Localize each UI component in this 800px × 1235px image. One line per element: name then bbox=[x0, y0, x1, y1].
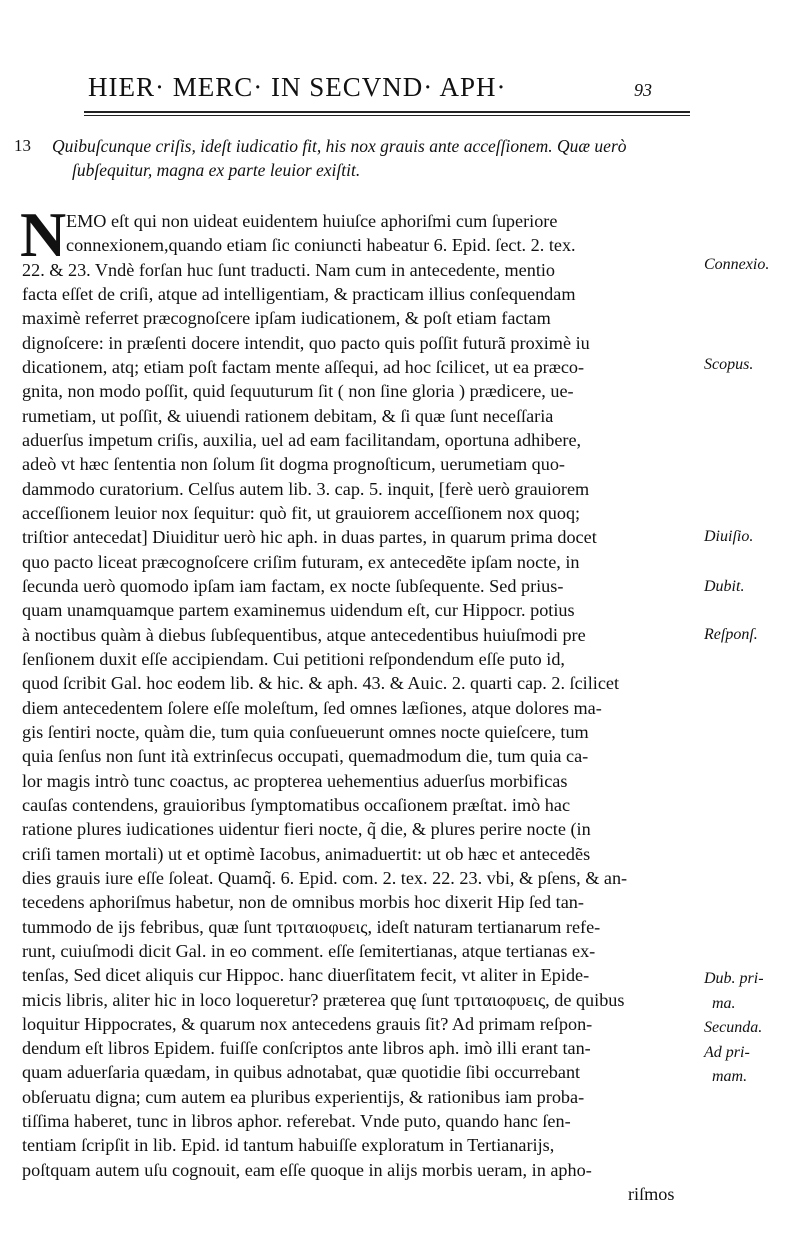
commentary-line: micis libris, aliter hic in loco loqueretur? præterea quę ſunt τριταιοφυεις, de quibus bbox=[22, 989, 625, 1010]
commentary-line: tiſſima haberet, tunc in libros aphor. referebat. Vnde puto, quando hanc ſen- bbox=[22, 1111, 571, 1132]
commentary-line: tecedens aphoriſmus habetur, non de omnibus morbis hoc dixerit Hip ſed tan- bbox=[22, 892, 584, 913]
commentary-line: poſtquam autem uſu cognouit, eam eſſe quoque in alijs morbis ueram, in apho- bbox=[22, 1159, 592, 1180]
commentary-line: dendum eſt libros Epidem. fuiſſe conſcriptos ante libros aph. imò illi erant tan- bbox=[22, 1038, 591, 1059]
commentary-line: tummodo de ijs febribus, quæ ſunt τριταιοφυεις, ideſt naturam tertianarum refe- bbox=[22, 916, 601, 937]
commentary-line: ſenſionem duxit eſſe accipiendam. Cui petitioni reſpondendum eſſe puto id, bbox=[22, 648, 565, 669]
running-head: HIER· MERC· IN SECVND· APH· bbox=[88, 72, 507, 102]
commentary-line: quam unamquamque partem examinemus uidendum eſt, cur Hippocr. potius bbox=[22, 600, 575, 621]
commentary-line: tenſas, Sed dicet aliquis cur Hippoc. hanc diuerſitatem fecit, vt aliter in Epide- bbox=[22, 965, 590, 986]
commentary-line: adeò vt hæc ſententia non ſolum ſit dogma prognoſticum, uerumetiam quo- bbox=[22, 454, 565, 475]
commentary-line: tentiam ſcripſit in lib. Epid. id tantum habuiſſe exploratum in Tertianarijs, bbox=[22, 1135, 555, 1156]
drop-cap: N bbox=[20, 199, 67, 270]
commentary-line: gis ſentiri nocte, quàm die, tum quia conſueuerunt omnes nocte quieſcere, tum bbox=[22, 721, 589, 742]
commentary-line: 22. & 23. Vndè forſan huc ſunt traducti. Nam cum in antecedente, mentio bbox=[22, 259, 556, 280]
commentary-line: quod ſcribit Gal. hoc eodem lib. & hic. & aph. 43. & Auic. 2. quarti cap. 2. ſcilicet bbox=[22, 673, 620, 694]
commentary-line: triſtior antecedat] Diuiditur uerò hic aph. in duas partes, in quarum prima docet bbox=[22, 527, 597, 548]
aphorism-line: Quibuſcunque criſis, ideſt iudicatio fit, his nox grauis ante acceſſionem. Quæ uerò bbox=[52, 136, 627, 156]
margin-note-secunda: Secunda. bbox=[704, 1019, 763, 1036]
commentary-line: quam aduerſaria quædam, in quibus adnotabat, quæ quotidie ſibi occurrebant bbox=[22, 1062, 581, 1083]
header-rule bbox=[84, 111, 690, 116]
commentary-line: gnita, non modo poſſit, quid ſequuturum ſit ( non ſine gloria ) prædicere, ue- bbox=[22, 381, 574, 402]
commentary-line: dicationem, atq; etiam poſt factam mente aſſequi, ad hoc ſcilicet, ut ea præco- bbox=[22, 356, 585, 377]
commentary-line: diem antecedentem ſolere eſſe moleſtum, ſed omnes læſiones, atque dolores ma- bbox=[22, 697, 602, 718]
page-number: 93 bbox=[634, 80, 652, 100]
commentary-line: lor magis intrò tunc coactus, ac propterea uehementius aduerſus morbificas bbox=[22, 770, 568, 791]
commentary-line: acceſſionem leuior nox ſequitur: quò fit, ut grauiorem acceſſionem nox quoq; bbox=[22, 502, 581, 523]
margin-note-dub-prima: Dub. pri- bbox=[704, 970, 764, 987]
commentary-line: quo pacto liceat præcognoſcere criſim futuram, ex antecedẽte ipſam nocte, in bbox=[22, 551, 580, 572]
commentary-line: obſeruatu digna; cum autem ea pluribus experientijs, & rationibus iam proba- bbox=[22, 1086, 585, 1107]
commentary-line: dignoſcere: in præſenti docere intendit, quo pacto quis poſſit futurã proximè iu bbox=[22, 332, 590, 353]
margin-note-dubit: Dubit. bbox=[704, 578, 745, 595]
commentary-line: rumetiam, ut poſſit, & uiuendi rationem debitam, & ſi quæ ſunt neceſſaria bbox=[22, 405, 554, 426]
margin-note-scopus: Scopus. bbox=[704, 356, 754, 373]
commentary-line: aduerſus impetum criſis, auxilia, uel ad eam facilitandam, oportuna adhibere, bbox=[22, 429, 582, 450]
commentary bbox=[20, 199, 690, 1206]
commentary-line: ſecunda uerò quomodo ipſam iam factam, ex nocte ſubſequente. Sed prius- bbox=[22, 575, 564, 596]
commentary-line: runt, cuiuſmodi dicit Gal. in eo comment. eſſe ſemitertianas, atque tertianas ex- bbox=[22, 940, 596, 961]
commentary-line: connexionem,quando etiam ſic coniuncti habeatur 6. Epid. ſect. 2. tex. bbox=[66, 235, 576, 256]
commentary-line: ratione plures iudicationes uidentur fieri nocte, q̃ die, & plures perire nocte (in bbox=[22, 819, 591, 840]
margin-note-connexio: Connexio. bbox=[704, 256, 770, 273]
commentary-line: cauſas contendens, grauioribus ſymptomatibus occaſionem præſtat. imò hac bbox=[22, 794, 571, 815]
commentary-line: dammodo curatorium. Celſus autem lib. 3. cap. 5. inquit, [ferè uerò grauiorem bbox=[22, 478, 590, 499]
margin-note-ad-primam-cont: mam. bbox=[712, 1068, 748, 1085]
commentary-line: criſi tamen mortali) ut et optimè Iacobus, animaduertit: ut ob hæc et antecedẽs bbox=[22, 843, 591, 864]
commentary-line: riſmos bbox=[628, 1184, 675, 1205]
commentary-line: à noctibus quàm à diebus ſubſequentibus, atque antecedentibus huiuſmodi pre bbox=[22, 624, 586, 645]
aphorism-line: ſubſequitur, magna ex parte leuior exiſtit. bbox=[72, 160, 361, 180]
commentary-line: maximè referret præcognoſcere ipſam iudicationem, & poſt etiam factam bbox=[22, 308, 551, 329]
commentary-line: quia ſenſus non ſunt ità extrinſecus occupati, quemadmodum die, tum quia ca- bbox=[22, 746, 589, 767]
margin-note-dub-prima-cont: ma. bbox=[712, 995, 736, 1012]
commentary-line: facta eſſet de criſi, atque ad intelligentiam, & practicam illius conſequendam bbox=[22, 283, 576, 304]
aphorism-text bbox=[52, 134, 688, 182]
commentary-line: dies grauis iure eſſe ſoleat. Quamq̃. 6. Epid. com. 2. tex. 22. 23. vbi, & pſens, & an- bbox=[22, 867, 628, 888]
aphorism-number: 13 bbox=[14, 136, 31, 155]
margin-note-respons: Reſponſ. bbox=[704, 626, 758, 643]
margin-note-diuisio: Diuiſio. bbox=[704, 528, 754, 545]
commentary-line: EMO eſt qui non uideat euidentem huiuſce aphoriſmi cum ſuperiore bbox=[66, 211, 558, 231]
margin-note-ad-primam: Ad pri- bbox=[704, 1044, 750, 1061]
commentary-line: loquitur Hippocrates, & quarum nox antecedens grauis ſit? Ad primam reſpon- bbox=[22, 1013, 593, 1034]
